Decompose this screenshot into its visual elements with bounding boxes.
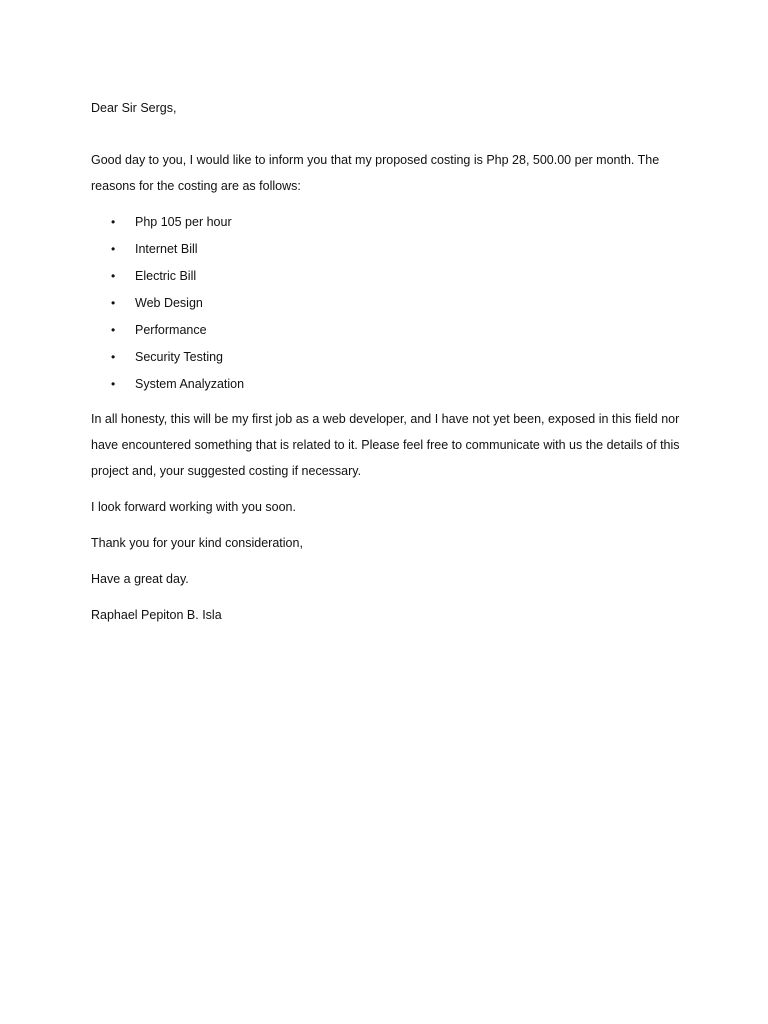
body-paragraph: In all honesty, this will be my first job as a web developer, and I have not yet been, exposed in this field nor have encountered something that is related to it. Please feel free to communicate with us the details of this project and, your suggested costing if necessary. <box>91 412 684 478</box>
reasons-list <box>91 209 688 398</box>
list-item-label: System Analyzation <box>135 377 245 391</box>
intro-paragraph: Good day to you, I would like to inform you that my proposed costing is Php 28, 500.00 per month. The reasons for the costing are as follows: <box>91 153 663 193</box>
bullet-icon: • <box>111 269 116 283</box>
bullet-icon: • <box>111 377 116 391</box>
closing-line-3: Have a great day. <box>91 572 189 586</box>
list-item <box>91 290 688 317</box>
list-item <box>91 209 688 236</box>
list-item-label: Php 105 per hour <box>135 215 232 229</box>
list-item <box>91 236 688 263</box>
list-item-label: Internet Bill <box>135 242 198 256</box>
closing-line-1: I look forward working with you soon. <box>91 500 296 514</box>
signature: Raphael Pepiton B. Isla <box>91 608 222 622</box>
bullet-icon: • <box>111 296 116 310</box>
salutation: Dear Sir Sergs, <box>91 101 177 115</box>
list-item <box>91 263 688 290</box>
list-item <box>91 317 688 344</box>
list-item-label: Web Design <box>135 296 203 310</box>
bullet-icon: • <box>111 323 116 337</box>
bullet-icon: • <box>111 215 116 229</box>
bullet-icon: • <box>111 242 116 256</box>
bullet-icon: • <box>111 350 116 364</box>
list-item <box>91 371 688 398</box>
list-item-label: Security Testing <box>135 350 224 364</box>
closing-line-2: Thank you for your kind consideration, <box>91 536 303 550</box>
list-item-label: Electric Bill <box>135 269 197 283</box>
list-item <box>91 344 688 371</box>
list-item-label: Performance <box>135 323 207 337</box>
